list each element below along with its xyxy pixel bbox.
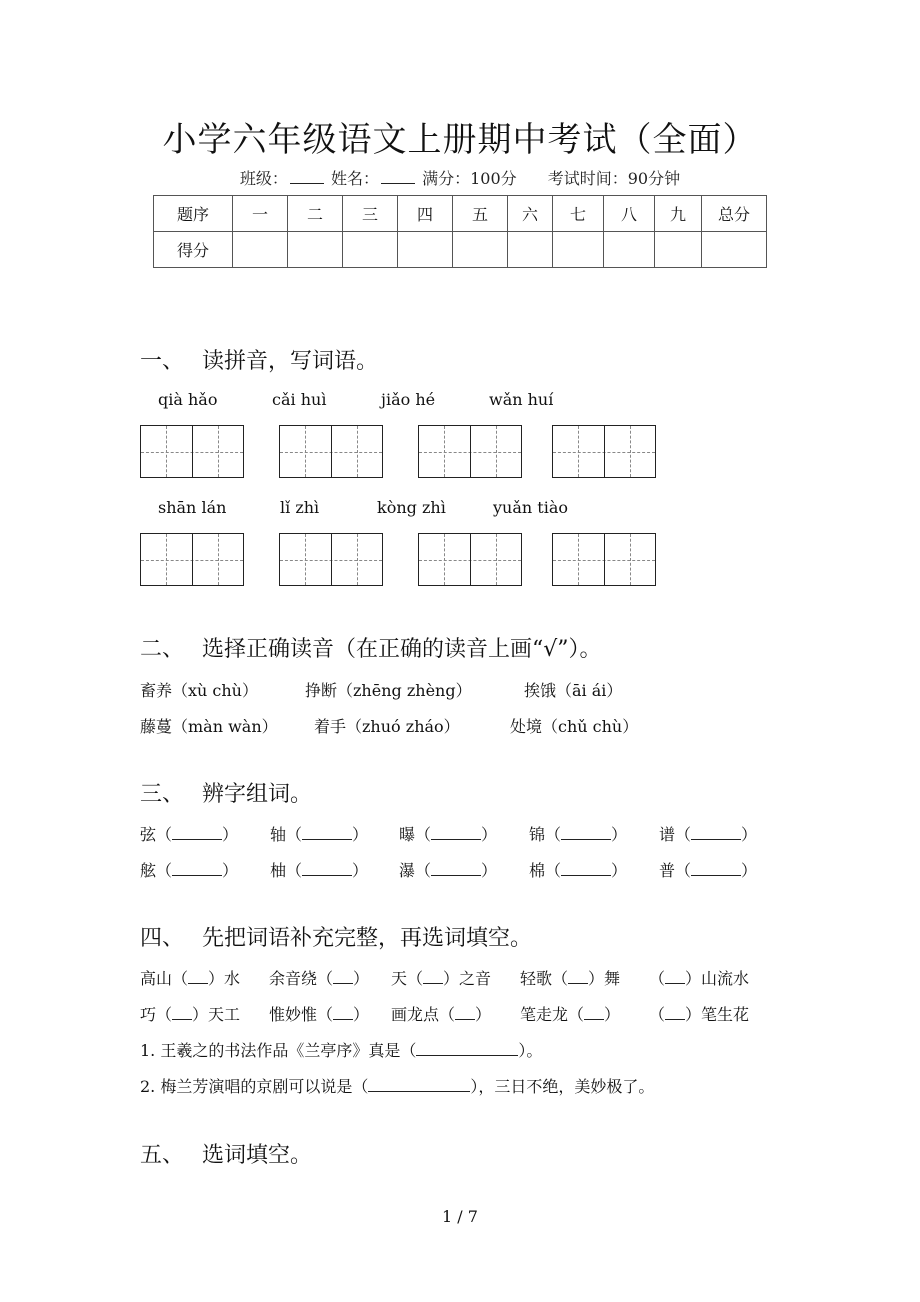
idiom-item [140, 1002, 240, 1025]
idiom-part: ）之音 [443, 969, 492, 988]
page-number: 1 / 7 [442, 1207, 478, 1226]
idiom-part: ）笔生花 [685, 1005, 750, 1024]
idiom-part: 天（ [391, 969, 424, 988]
word-blank[interactable] [302, 825, 352, 840]
word-blank[interactable] [691, 861, 741, 876]
idiom-blank[interactable] [584, 1005, 604, 1020]
idiom-item [520, 1002, 620, 1025]
idiom-item [649, 1002, 749, 1025]
question-text: 1. 王羲之的书法作品《兰亭序》真是（ [140, 1041, 417, 1060]
idiom-part: 惟妙惟（ [269, 1005, 334, 1024]
idiom-blank[interactable] [172, 1005, 192, 1020]
pinyin: kòng zhì [377, 498, 446, 517]
header-cell: 八 [604, 196, 655, 232]
idiom-item [269, 1002, 369, 1025]
section-number: 二、 [140, 637, 185, 662]
idiom-item [520, 966, 620, 989]
score-cell[interactable] [398, 232, 453, 268]
word-blank[interactable] [172, 825, 222, 840]
word-blank[interactable] [691, 825, 741, 840]
section-3-heading [140, 777, 312, 808]
word-blank[interactable] [561, 861, 611, 876]
tianzige-box[interactable] [279, 425, 383, 478]
word-item: 普（ ） [659, 861, 758, 880]
question-text: 2. 梅兰芳演唱的京剧可以说是（ [140, 1077, 369, 1096]
character: 弦 [140, 825, 157, 844]
idiom-blank[interactable] [665, 969, 685, 984]
word-blank[interactable] [431, 861, 481, 876]
idiom-part: 巧（ [140, 1005, 173, 1024]
header-cell: 五 [453, 196, 508, 232]
idiom-item [269, 966, 369, 989]
score-cell[interactable] [655, 232, 702, 268]
question-text: ）。 [518, 1041, 543, 1060]
word-item: 柚（ ） [270, 861, 369, 880]
section-title: 先把词语补充完整，再选词填空。 [202, 926, 533, 951]
section-title: 选择正确读音（在正确的读音上画“√”）。 [202, 637, 602, 662]
idiom-blank[interactable] [188, 969, 208, 984]
character: 锦 [529, 825, 546, 844]
tianzige-box[interactable] [418, 425, 522, 478]
word-item: 瀑（ ） [399, 861, 498, 880]
idiom-part: 高山（ [140, 969, 189, 988]
idiom-part: 笔走龙（ [520, 1005, 585, 1024]
name-blank[interactable] [381, 169, 415, 184]
reading-choice[interactable]: 处境（chǔ chù） [510, 717, 639, 736]
idiom-blank[interactable] [455, 1005, 475, 1020]
character: 谱 [659, 825, 676, 844]
word-item: 棉（ ） [529, 861, 628, 880]
score-cell[interactable] [233, 232, 288, 268]
word-blank[interactable] [561, 825, 611, 840]
idiom-part: ）天工 [192, 1005, 241, 1024]
tianzige-box[interactable] [279, 533, 383, 586]
name-label: 姓名： [330, 169, 379, 188]
section-1-heading [140, 344, 378, 375]
section-number: 五、 [140, 1143, 185, 1168]
word-item: 轴（ ） [270, 825, 369, 844]
word-item: 弦（ ） [140, 825, 239, 844]
class-blank[interactable] [290, 169, 324, 184]
header-cell: 三 [343, 196, 398, 232]
tianzige-box[interactable] [418, 533, 522, 586]
idiom-item [391, 966, 491, 989]
question-text: ），三日不绝，美妙极了。 [470, 1077, 655, 1096]
word-item: 谱（ ） [659, 825, 758, 844]
header-cell: 一 [233, 196, 288, 232]
pinyin: yuǎn tiào [493, 498, 568, 517]
section-number: 四、 [140, 926, 185, 951]
section-title: 辨字组词。 [202, 782, 313, 807]
section-2-heading [140, 632, 602, 663]
idiom-part: ）舞 [588, 969, 621, 988]
score-cell[interactable] [288, 232, 343, 268]
character: 棉 [529, 861, 546, 880]
full-score: 满分：100分 [422, 169, 517, 188]
answer-blank[interactable] [416, 1041, 518, 1056]
pinyin: jiǎo hé [381, 390, 436, 409]
header-cell: 题序 [154, 196, 233, 232]
word-item: 舷（ ） [140, 861, 239, 880]
pinyin: qià hǎo [158, 390, 218, 409]
idiom-part: ） [604, 1005, 621, 1024]
header-cell: 总分 [702, 196, 767, 232]
tianzige-box[interactable] [552, 533, 656, 586]
row-label: 得分 [154, 232, 233, 268]
header-cell: 二 [288, 196, 343, 232]
idiom-blank[interactable] [423, 969, 443, 984]
idiom-part: ） [353, 969, 370, 988]
reading-choice[interactable]: 挨饿（āi ái） [524, 681, 623, 700]
character: 柚 [270, 861, 287, 880]
score-cell[interactable] [453, 232, 508, 268]
section-number: 三、 [140, 782, 185, 807]
score-table-header-row [154, 196, 767, 232]
tianzige-box[interactable] [140, 425, 244, 478]
word-blank[interactable] [431, 825, 481, 840]
section-title: 选词填空。 [202, 1143, 313, 1168]
idiom-blank[interactable] [665, 1005, 685, 1020]
pinyin: cǎi huì [272, 390, 327, 409]
pinyin: wǎn huí [489, 390, 554, 409]
idiom-part: ） [475, 1005, 492, 1024]
score-table-score-row [154, 232, 767, 268]
idiom-part: 轻歌（ [520, 969, 569, 988]
character: 舷 [140, 861, 157, 880]
reading-choice[interactable]: 畜养（xù chù） [140, 681, 258, 700]
header-cell: 七 [553, 196, 604, 232]
exam-time: 考试时间：90分钟 [547, 169, 681, 188]
word-item: 曝（ ） [399, 825, 498, 844]
fill-question-1 [140, 1038, 542, 1061]
idiom-blank[interactable] [568, 969, 588, 984]
exam-info-line [0, 166, 920, 189]
score-cell[interactable] [553, 232, 604, 268]
header-cell: 九 [655, 196, 702, 232]
section-number: 一、 [140, 349, 185, 374]
class-label: 班级： [239, 169, 288, 188]
score-cell[interactable] [343, 232, 398, 268]
idiom-part: （ [649, 969, 666, 988]
character: 普 [659, 861, 676, 880]
section-title: 读拼音，写词语。 [202, 349, 379, 374]
score-cell[interactable] [604, 232, 655, 268]
header-cell: 四 [398, 196, 453, 232]
idiom-part: （ [649, 1005, 666, 1024]
reading-choice[interactable]: 挣断（zhēng zhèng） [305, 681, 472, 700]
tianzige-box[interactable] [552, 425, 656, 478]
idiom-part: ）水 [208, 969, 241, 988]
reading-choice[interactable]: 藤蔓（màn wàn） [140, 717, 278, 736]
section-5-heading [140, 1138, 312, 1169]
idiom-item [140, 966, 240, 989]
idiom-part: 画龙点（ [391, 1005, 456, 1024]
character: 轴 [270, 825, 287, 844]
reading-choice[interactable]: 着手（zhuó zháo） [314, 717, 460, 736]
answer-blank[interactable] [368, 1077, 470, 1092]
character: 瀑 [399, 861, 416, 880]
score-cell[interactable] [702, 232, 767, 268]
word-blank[interactable] [172, 861, 222, 876]
idiom-part: ）山流水 [685, 969, 750, 988]
idiom-blank[interactable] [333, 969, 353, 984]
score-table [153, 195, 767, 268]
page-title: 小学六年级语文上册期中考试（全面） [162, 120, 758, 160]
idiom-blank[interactable] [333, 1005, 353, 1020]
tianzige-box[interactable] [140, 533, 244, 586]
score-cell[interactable] [508, 232, 553, 268]
section-4-heading [140, 921, 532, 952]
header-cell: 六 [508, 196, 553, 232]
word-blank[interactable] [302, 861, 352, 876]
idiom-part: 余音绕（ [269, 969, 334, 988]
idiom-part: ） [353, 1005, 370, 1024]
idiom-item [649, 966, 749, 989]
pinyin: lǐ zhì [280, 498, 320, 517]
idiom-item [391, 1002, 491, 1025]
character: 曝 [399, 825, 416, 844]
fill-question-2 [140, 1074, 654, 1097]
pinyin: shān lán [158, 498, 227, 517]
word-item: 锦（ ） [529, 825, 628, 844]
